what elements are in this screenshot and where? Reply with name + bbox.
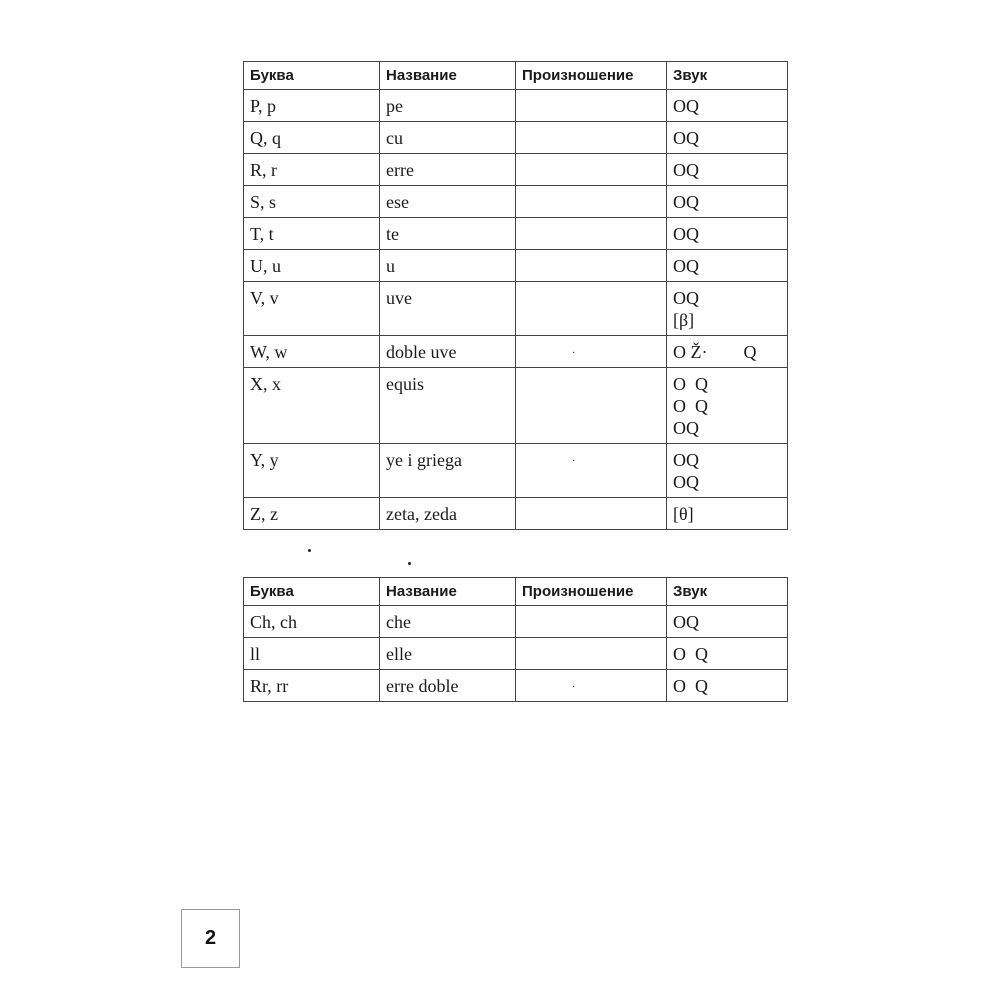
- sound-line: OQ: [673, 96, 699, 116]
- cell-letter: Q, q: [244, 122, 380, 154]
- header-name: Название: [380, 62, 516, 90]
- cell-pronunciation: [516, 638, 667, 670]
- header-sound: Звук: [667, 578, 788, 606]
- sound-line: OQ: [673, 128, 699, 148]
- sound-line: OQ: [673, 450, 699, 470]
- cell-sound: [667, 368, 788, 444]
- table-row: [244, 154, 788, 186]
- cell-pronunciation: [516, 250, 667, 282]
- stray-dot: [308, 549, 311, 552]
- table-row: [244, 186, 788, 218]
- table-row: [244, 122, 788, 154]
- table-row: [244, 444, 788, 498]
- sound-line: OQ: [673, 256, 699, 276]
- header-letter: Буква: [244, 578, 380, 606]
- sound-line: OQ: [673, 160, 699, 180]
- table-row: [244, 90, 788, 122]
- cell-letter: ll: [244, 638, 380, 670]
- cell-letter: S, s: [244, 186, 380, 218]
- cell-sound: [667, 444, 788, 498]
- cell-sound: [667, 670, 788, 702]
- cell-pronunciation: [516, 122, 667, 154]
- cell-sound: [667, 336, 788, 368]
- table-header-row: [244, 578, 788, 606]
- table-row: [244, 498, 788, 530]
- digraph-table: [243, 577, 788, 702]
- cell-name: u: [380, 250, 516, 282]
- cell-letter: P, p: [244, 90, 380, 122]
- stray-dot: [408, 562, 411, 565]
- cell-pronunciation: [516, 218, 667, 250]
- header-pronunciation: Произношение: [516, 62, 667, 90]
- header-letter: Буква: [244, 62, 380, 90]
- cell-sound: [667, 154, 788, 186]
- cell-letter: X, x: [244, 368, 380, 444]
- sound-line: O Q: [673, 374, 708, 394]
- alphabet-table-body: [244, 90, 788, 530]
- header-name: Название: [380, 578, 516, 606]
- header-sound: Звук: [667, 62, 788, 90]
- cell-name: pe: [380, 90, 516, 122]
- sound-line: O Q: [673, 676, 708, 696]
- sound-line: [β]: [673, 310, 695, 330]
- pronunciation-mark: ·: [572, 455, 576, 467]
- cell-pronunciation: [516, 282, 667, 336]
- cell-name: ye i griega: [380, 444, 516, 498]
- sound-line: OQ: [673, 472, 699, 492]
- table-row: [244, 670, 788, 702]
- cell-pronunciation: [516, 186, 667, 218]
- cell-sound: [667, 282, 788, 336]
- cell-letter: V, v: [244, 282, 380, 336]
- sound-line: OQ: [673, 224, 699, 244]
- cell-letter: W, w: [244, 336, 380, 368]
- table-row: [244, 606, 788, 638]
- cell-pronunciation: [516, 154, 667, 186]
- table-row: [244, 250, 788, 282]
- sound-line: O Q: [673, 644, 708, 664]
- cell-name: equis: [380, 368, 516, 444]
- table-row: [244, 368, 788, 444]
- cell-sound: [667, 186, 788, 218]
- table-row: [244, 282, 788, 336]
- cell-sound: [667, 250, 788, 282]
- sound-line: [θ]: [673, 504, 694, 524]
- cell-sound: [667, 122, 788, 154]
- cell-pronunciation: [516, 498, 667, 530]
- cell-pronunciation: [516, 90, 667, 122]
- table-header-row: [244, 62, 788, 90]
- cell-name: erre doble: [380, 670, 516, 702]
- cell-letter: R, r: [244, 154, 380, 186]
- sound-line: OQ: [673, 612, 699, 632]
- cell-sound: [667, 218, 788, 250]
- cell-letter: Ch, ch: [244, 606, 380, 638]
- cell-name: te: [380, 218, 516, 250]
- pronunciation-mark: ·: [572, 681, 576, 693]
- sound-line: OQ: [673, 192, 699, 212]
- cell-sound: [667, 606, 788, 638]
- table-row: [244, 336, 788, 368]
- header-pronunciation: Произношение: [516, 578, 667, 606]
- cell-name: erre: [380, 154, 516, 186]
- cell-sound: [667, 638, 788, 670]
- cell-name: elle: [380, 638, 516, 670]
- cell-sound: [667, 498, 788, 530]
- cell-pronunciation: [516, 606, 667, 638]
- cell-letter: Y, y: [244, 444, 380, 498]
- sound-line: OQ: [673, 418, 699, 438]
- cell-name: uve: [380, 282, 516, 336]
- pronunciation-mark: ·: [572, 347, 576, 359]
- cell-letter: U, u: [244, 250, 380, 282]
- alphabet-table: [243, 61, 788, 530]
- cell-name: che: [380, 606, 516, 638]
- cell-name: zeta, zeda: [380, 498, 516, 530]
- cell-letter: Z, z: [244, 498, 380, 530]
- table-row: [244, 218, 788, 250]
- cell-sound: [667, 90, 788, 122]
- digraph-table-body: [244, 606, 788, 702]
- cell-name: cu: [380, 122, 516, 154]
- table-row: [244, 638, 788, 670]
- cell-pronunciation: [516, 368, 667, 444]
- page-number: 2: [181, 909, 240, 968]
- cell-letter: Rr, rr: [244, 670, 380, 702]
- sound-line: O Ž· Q: [673, 342, 757, 362]
- cell-name: doble uve: [380, 336, 516, 368]
- cell-pronunciation: [516, 444, 667, 498]
- cell-pronunciation: [516, 336, 667, 368]
- cell-letter: T, t: [244, 218, 380, 250]
- sound-line: OQ: [673, 288, 699, 308]
- cell-pronunciation: [516, 670, 667, 702]
- sound-line: O Q: [673, 396, 708, 416]
- cell-name: ese: [380, 186, 516, 218]
